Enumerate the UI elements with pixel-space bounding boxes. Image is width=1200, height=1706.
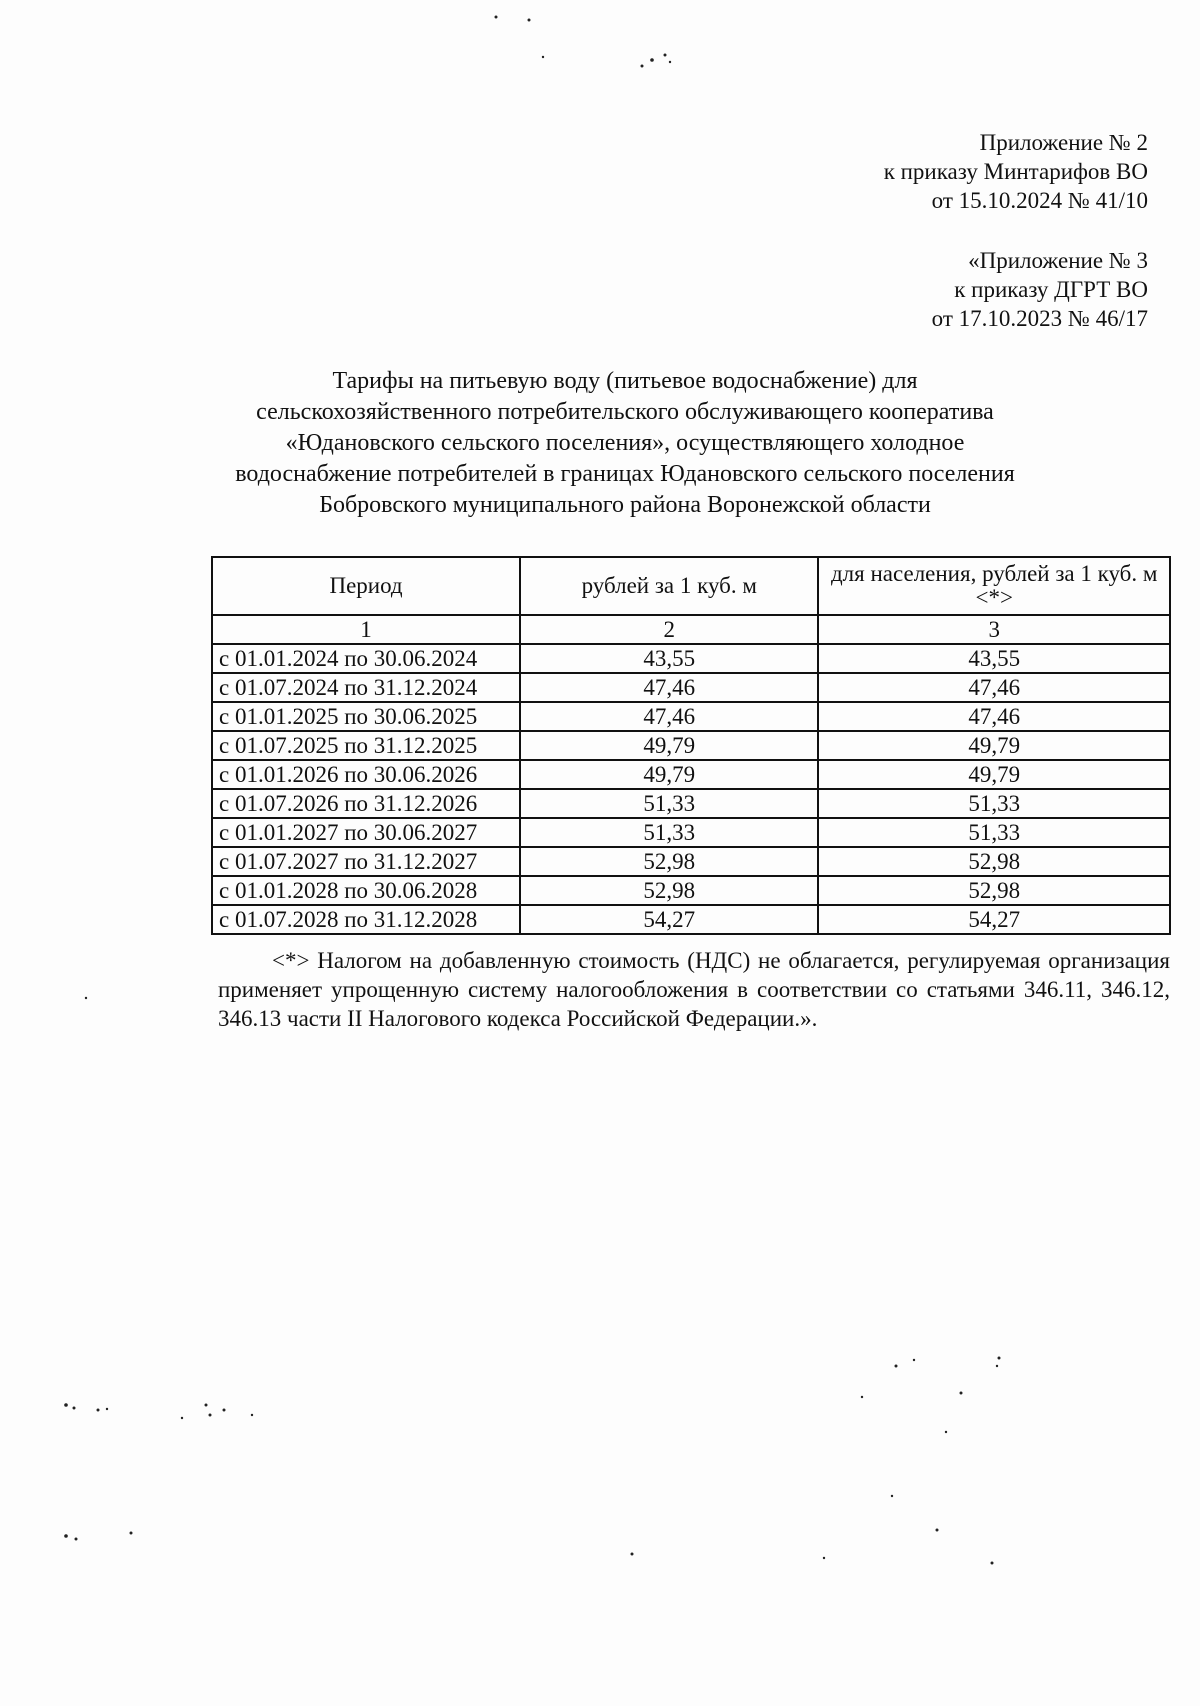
- tariff-cell: 51,33: [520, 789, 818, 818]
- table-row: [212, 789, 1170, 818]
- appendix-2-line-1: Приложение № 2: [979, 130, 1148, 155]
- population-tariff-cell: 54,27: [818, 905, 1170, 934]
- footnote-text: <*> Налогом на добавленную стоимость (НДС) не облагается, регулируемая организация применяет упрощенную систему налогообложения в соответствии со статьями 346.11, 346.12, 346.13 части II Налогового кодекса Российской Федерации.».: [218, 948, 1170, 1031]
- table-row: [212, 702, 1170, 731]
- population-tariff-cell: 43,55: [818, 644, 1170, 673]
- population-tariff-cell: 52,98: [818, 876, 1170, 905]
- tariff-cell: 54,27: [520, 905, 818, 934]
- appendix-3-line-2: к приказу ДГРТ ВО: [954, 277, 1148, 302]
- tariff-cell: 47,46: [520, 673, 818, 702]
- title-line-4: водоснабжение потребителей в границах Юдановского сельского поселения: [235, 461, 1015, 487]
- appendix-2-reference: [884, 128, 1148, 215]
- table-header-row: [212, 557, 1170, 615]
- appendix-3-line-1: «Приложение № 3: [968, 248, 1148, 273]
- header-period: Период: [212, 557, 520, 615]
- title-line-5: Бобровского муниципального района Воронежской области: [319, 492, 931, 518]
- column-number: 3: [818, 615, 1170, 644]
- period-cell: с 01.07.2027 по 31.12.2027: [212, 847, 520, 876]
- period-cell: с 01.01.2025 по 30.06.2025: [212, 702, 520, 731]
- vat-footnote: [218, 946, 1170, 1033]
- tariff-cell: 49,79: [520, 760, 818, 789]
- tariff-table: [211, 556, 1171, 935]
- population-tariff-cell: 49,79: [818, 760, 1170, 789]
- table-column-numbers-row: [212, 615, 1170, 644]
- table-row: [212, 847, 1170, 876]
- table-row: [212, 905, 1170, 934]
- period-cell: с 01.07.2026 по 31.12.2026: [212, 789, 520, 818]
- period-cell: с 01.01.2028 по 30.06.2028: [212, 876, 520, 905]
- table-row: [212, 760, 1170, 789]
- table-row: [212, 673, 1170, 702]
- title-line-1: Тарифы на питьевую воду (питьевое водоснабжение) для: [332, 368, 918, 394]
- tariff-cell: 52,98: [520, 847, 818, 876]
- title-line-2: сельскохозяйственного потребительского обслуживающего кооператива: [256, 399, 994, 425]
- header-population-tariff: для населения, рублей за 1 куб. м <*>: [818, 557, 1170, 615]
- period-cell: с 01.01.2027 по 30.06.2027: [212, 818, 520, 847]
- period-cell: с 01.07.2025 по 31.12.2025: [212, 731, 520, 760]
- table-row: [212, 731, 1170, 760]
- document-title: [190, 366, 1060, 521]
- population-tariff-cell: 49,79: [818, 731, 1170, 760]
- population-tariff-cell: 47,46: [818, 673, 1170, 702]
- tariff-cell: 47,46: [520, 702, 818, 731]
- appendix-2-line-2: к приказу Минтарифов ВО: [883, 159, 1148, 184]
- tariff-cell: 51,33: [520, 818, 818, 847]
- population-tariff-cell: 52,98: [818, 847, 1170, 876]
- appendix-3-reference: [932, 246, 1148, 333]
- period-cell: с 01.07.2028 по 31.12.2028: [212, 905, 520, 934]
- population-tariff-cell: 51,33: [818, 789, 1170, 818]
- table-row: [212, 644, 1170, 673]
- tariff-cell: 43,55: [520, 644, 818, 673]
- tariff-cell: 49,79: [520, 731, 818, 760]
- period-cell: с 01.07.2024 по 31.12.2024: [212, 673, 520, 702]
- population-tariff-cell: 51,33: [818, 818, 1170, 847]
- column-number: 2: [520, 615, 818, 644]
- appendix-3-line-3: от 17.10.2023 № 46/17: [931, 306, 1148, 331]
- header-tariff: рублей за 1 куб. м: [520, 557, 818, 615]
- tariff-cell: 52,98: [520, 876, 818, 905]
- population-tariff-cell: 47,46: [818, 702, 1170, 731]
- appendix-2-line-3: от 15.10.2024 № 41/10: [931, 188, 1148, 213]
- column-number: 1: [212, 615, 520, 644]
- table-row: [212, 818, 1170, 847]
- title-line-3: «Юдановского сельского поселения», осуществляющего холодное: [285, 430, 965, 456]
- period-cell: с 01.01.2024 по 30.06.2024: [212, 644, 520, 673]
- table-row: [212, 876, 1170, 905]
- period-cell: с 01.01.2026 по 30.06.2026: [212, 760, 520, 789]
